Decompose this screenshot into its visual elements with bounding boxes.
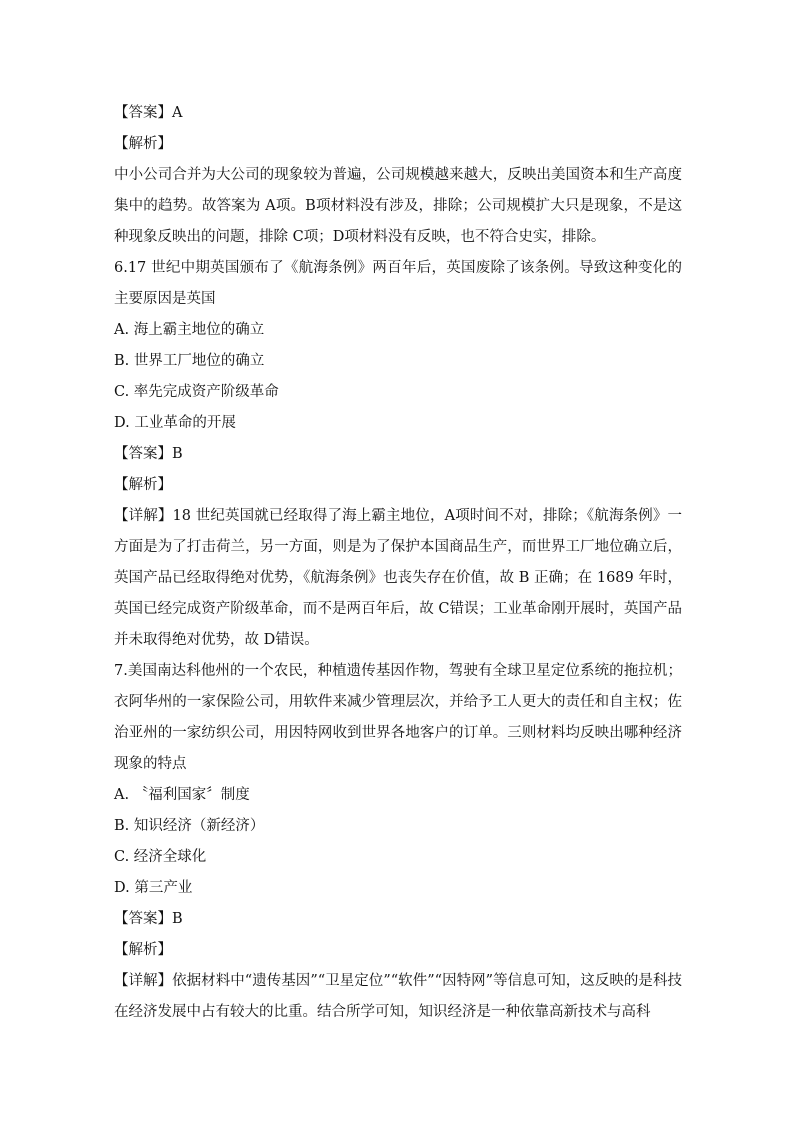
answer-label-q6: 【答案】B xyxy=(114,446,183,462)
answer-label-q5: 【答案】A xyxy=(114,105,183,121)
option-c-q6: C. 率先完成资产阶级革命 xyxy=(114,384,279,400)
option-d-q6: D. 工业革命的开展 xyxy=(114,415,236,431)
option-d-q7: D. 第三产业 xyxy=(114,880,193,896)
option-a-q6: A. 海上霸主地位的确立 xyxy=(114,322,265,338)
analysis-text-q5: 中小公司合并为大公司的现象较为普遍，公司规模越来越大，反映出美国资本和生产高度集中的趋势。故答案为 A项。B项材料没有涉及，排除；公司规模扩大只是现象，不是这种现象反映出的问题，排除 C项；D项材料没有反映，也不符合史实，排除。 xyxy=(114,167,682,245)
detail-text-q6: 【详解】18 世纪英国就已经取得了海上霸主地位，A项时间不对，排除；《航海条例》一方面是为了打击荷兰，另一方面，则是为了保护本国商品生产，而世界工厂地位确立后，英国产品已经取得绝对优势，《航海条例》也丧失存在价值，故 B 正确；在 1689 年时，英国已经完成资产阶级革命，而不是两百年后，故 C错误；工业革命刚开展时，英国产品并未取得绝对优势，故 D错误。 xyxy=(114,508,682,648)
option-b-q6: B. 世界工厂地位的确立 xyxy=(114,353,265,369)
answer-label-q7: 【答案】B xyxy=(114,911,183,927)
question-stem-q7: 7.美国南达科他州的一个农民，种植遗传基因作物，驾驶有全球卫星定位系统的拖拉机；衣阿华州的一家保险公司，用软件来减少管理层次，并给予工人更大的责任和自主权；佐治亚州的一家纺织公司，用因特网收到世界各地客户的订单。三则材料均反映出哪种经济现象的特点 xyxy=(114,663,682,772)
option-a-q7: A. 〝福利国家〞制度 xyxy=(114,787,250,803)
analysis-label-q7: 【解析】 xyxy=(114,942,172,958)
analysis-label-q5: 【解析】 xyxy=(114,136,172,152)
question-stem-q6: 6.17 世纪中期英国颁布了《航海条例》两百年后，英国废除了该条例。导致这种变化的主要原因是英国 xyxy=(114,260,682,307)
option-b-q7: B. 知识经济（新经济） xyxy=(114,818,265,834)
detail-text-q7: 【详解】依据材料中“遗传基因”“卫星定位”“软件”“因特网”等信息可知，这反映的是科技在经济发展中占有较大的比重。结合所学可知，知识经济是一种依靠高新技术与高科 xyxy=(114,973,682,1020)
option-c-q7: C. 经济全球化 xyxy=(114,849,207,865)
document-content xyxy=(114,98,682,1028)
analysis-label-q6: 【解析】 xyxy=(114,477,172,493)
